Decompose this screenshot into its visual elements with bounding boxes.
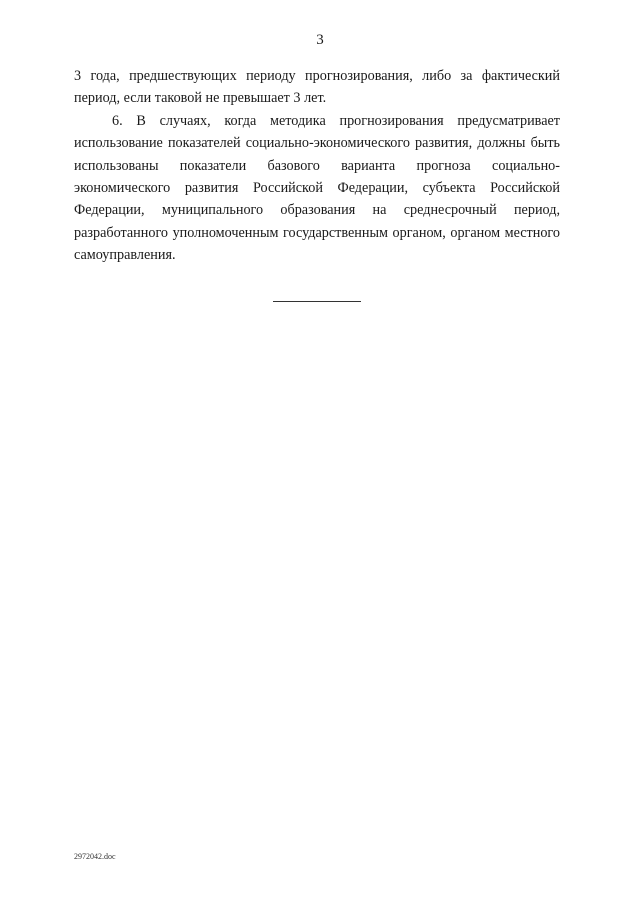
end-separator-line [273,301,361,302]
document-body [74,65,560,267]
page-number: 3 [316,32,324,48]
footer-file-code: 2972042.doc [74,852,116,861]
paragraph-item-6: 6. В случаях, когда методика прогнозирования предусматривает использование показателей социально-экономического развития, должны быть использованы показатели базового варианта прогноза социально-экономического развития Российской Федерации, субъекта Российской Федерации, муниципального образования на среднесрочный период, разработанного уполномоченным государственным органом, органом местного самоуправления. [74,112,560,264]
paragraph-continuation: 3 года, предшествующих периоду прогнозирования, либо за фактический период, если таковой не превышает 3 лет. [74,68,560,107]
